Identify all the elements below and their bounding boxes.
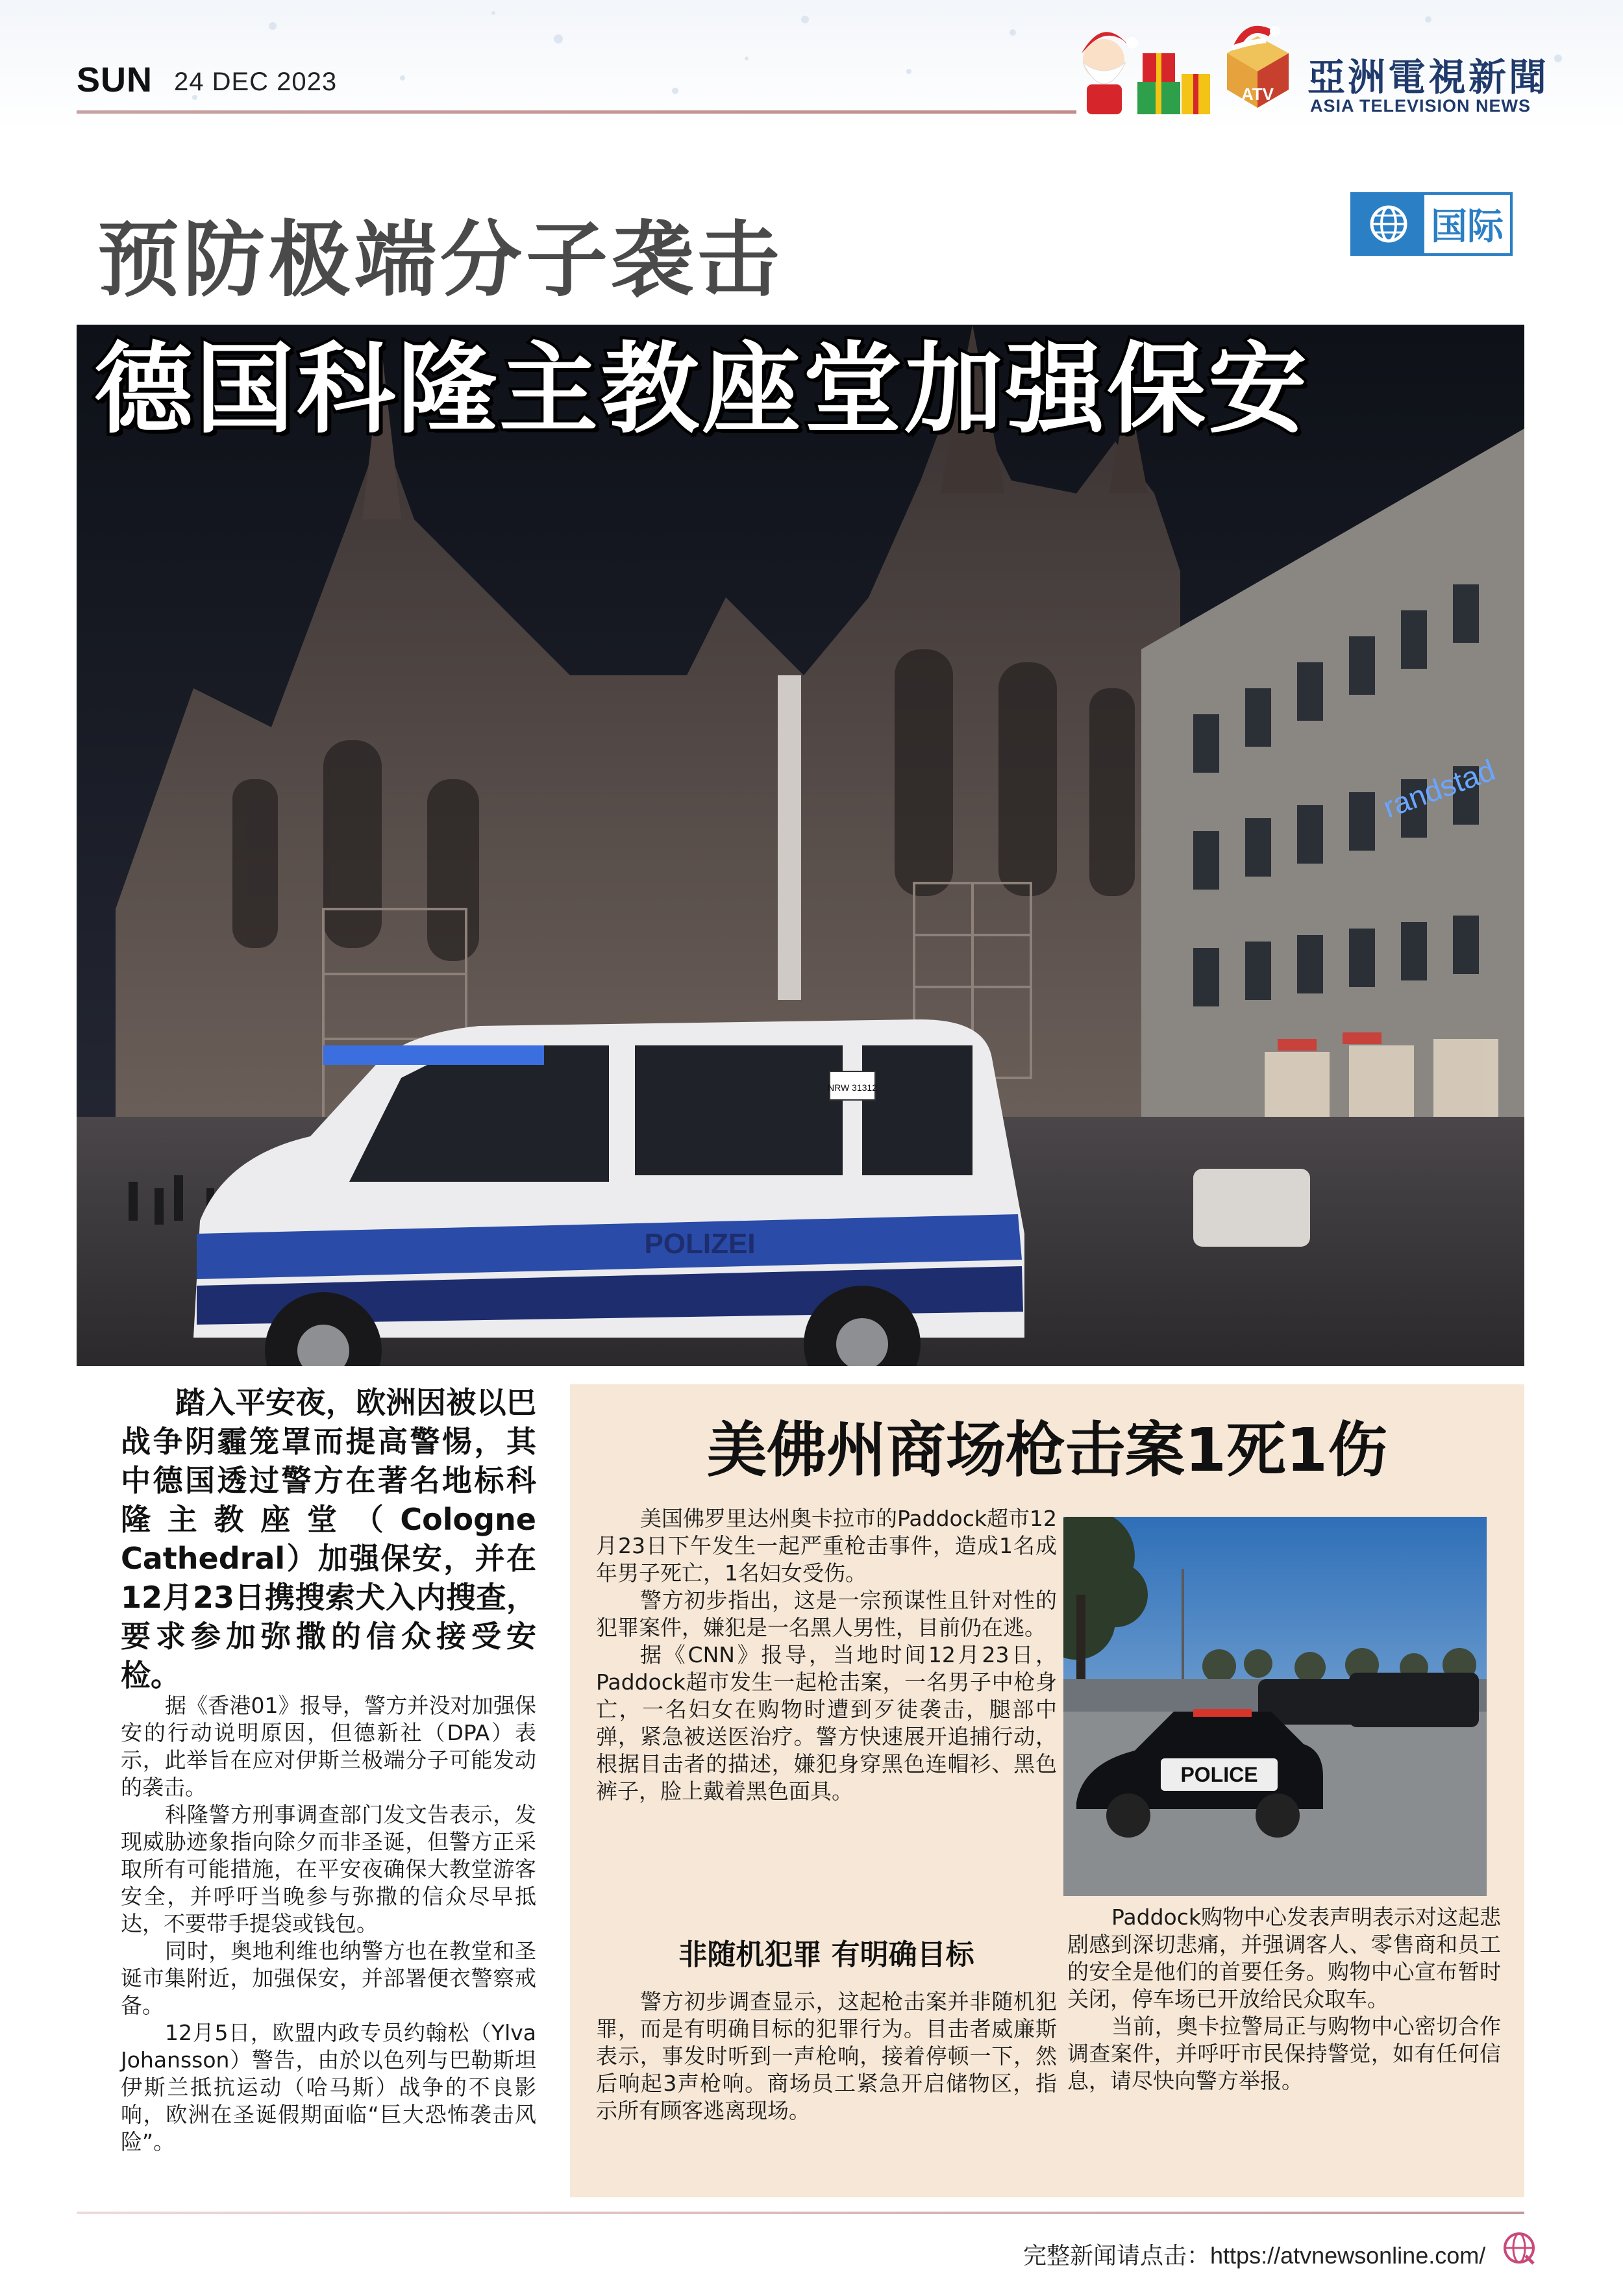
article-body (121, 1692, 536, 2156)
van-plate: NRW 31312 (827, 1082, 878, 1093)
police-car-photo (1063, 1517, 1487, 1896)
header-rule (77, 110, 1076, 114)
footer-link-prompt (1023, 2238, 1485, 2271)
sidebar-paragraph: Paddock购物中心发表声明表示对这起悲剧感到深切悲痛，并强调客人、零售商和员工的安全是他们的首要任务。购物中心宣布暂时关闭，停车场已开放给民众取车。 (1067, 1904, 1501, 2012)
issue-date: 24 DEC 2023 (174, 68, 338, 96)
police-car-label: POLICE (1180, 1763, 1258, 1786)
article-headline: 德国科隆主教座堂加强保安 (94, 332, 1309, 447)
footer-rule (77, 2212, 1524, 2214)
sidebar-body-second (596, 1988, 1057, 2125)
atv-badge-text: ATV (1241, 84, 1274, 104)
section-label: 国际 (1431, 206, 1504, 248)
logo-english-name: ASIA TELEVISION NEWS (1310, 96, 1531, 116)
article-paragraph: 科隆警方刑事调查部门发文告表示，发现威胁迹象指向除夕而非圣诞，但警方正采取所有可能措施，在平安夜确保大教堂游客安全，并呼吁当晚参与弥撒的信众尽早抵达，不要带手提袋或钱包。 (121, 1802, 536, 1936)
article-lead: 踏入平安夜，欧洲因被以巴战争阴霾笼罩而提高警惕，其中德国透过警方在著名地标科隆主教座堂（Cologne Cathedral）加强保安，并在12月23日携搜索犬入内搜查，要求参加弥撒的信众接受安检。 (121, 1385, 536, 1693)
globe-icon[interactable] (1501, 2230, 1537, 2266)
logo-chinese-name: 亞洲電視新聞 (1307, 55, 1550, 99)
sidebar-body-third (1067, 1904, 1501, 2095)
article-paragraph: 12月5日，欧盟内政专员约翰松（Ylva Johansson）警告，由於以色列与巴勒斯坦伊斯兰抵抗运动（哈马斯）战争的不良影响，欧洲在圣诞假期面临“巨大恐怖袭击风险”。 (121, 2020, 536, 2154)
globe-icon (1353, 195, 1424, 253)
footer-prompt: 完整新闻请点击： (1023, 2243, 1211, 2269)
sidebar-body-first (596, 1505, 1057, 1805)
sidebar-subheading: 非随机犯罪 有明确目标 (678, 1938, 974, 1971)
section-badge (1350, 192, 1513, 256)
sidebar-paragraph: 美国佛罗里达州奥卡拉市的Paddock超市12月23日下午发生一起严重枪击事件，造成1名成年男子死亡，1名妇女受伤。 (596, 1506, 1057, 1586)
footer-url-link[interactable]: https://atvnewsonline.com/ (1210, 2242, 1486, 2269)
article-paragraph: 同时，奥地利维也纳警方也在教堂和圣诞市集附近，加强保安，并部署便衣警察戒备。 (121, 1938, 536, 2018)
issue-day: SUN (77, 60, 153, 99)
sidebar-paragraph: 警方初步调查显示，这起枪击案并非随机犯罪，而是有明确目标的犯罪行为。目击者威廉斯表示，事发时听到一声枪响，接着停顿一下，然后响起3声枪响。商场员工紧急开启储物区，指示所有顾客逃离现场。 (596, 1989, 1057, 2123)
sidebar-paragraph: 当前，奥卡拉警局正与购物中心密切合作调查案件，并呼吁市民保持警觉，如有任何信息，请尽快向警方举报。 (1067, 2014, 1501, 2093)
van-label: POLIZEI (644, 1228, 756, 1260)
shop-sign-text: randstad (1378, 753, 1500, 825)
santa-gifts-illustration (1065, 14, 1214, 118)
article-paragraph: 据《香港01》报导，警方并没对加强保安的行动说明原因，但德新社（DPA）表示，此举旨在应对伊斯兰极端分子可能发动的袭击。 (121, 1693, 536, 1800)
sidebar-paragraph: 据《CNN》报导，当地时间12月23日，Paddock超市发生一起枪击案，一名男子中枪身亡，一名妇女在购物时遭到歹徒袭击，腿部中弹，紧急被送医治疗。警方快速展开追捕行动，根据目击者的描述，嫌犯身穿黑色连帽衫、黑色裤子，脸上戴着黑色面具。 (596, 1642, 1057, 1804)
article-kicker: 预防极端分子袭击 (97, 212, 783, 308)
sidebar-paragraph: 警方初步指出，这是一宗预谋性且针对性的犯罪案件，嫌犯是一名黑人男性，目前仍在逃。 (596, 1588, 1057, 1640)
sidebar-headline: 美佛州商场枪击案1死1伤 (706, 1416, 1388, 1485)
page-header (0, 0, 1623, 130)
cathedral-photo (77, 325, 1524, 1366)
atv-logo-icon (1220, 17, 1295, 114)
